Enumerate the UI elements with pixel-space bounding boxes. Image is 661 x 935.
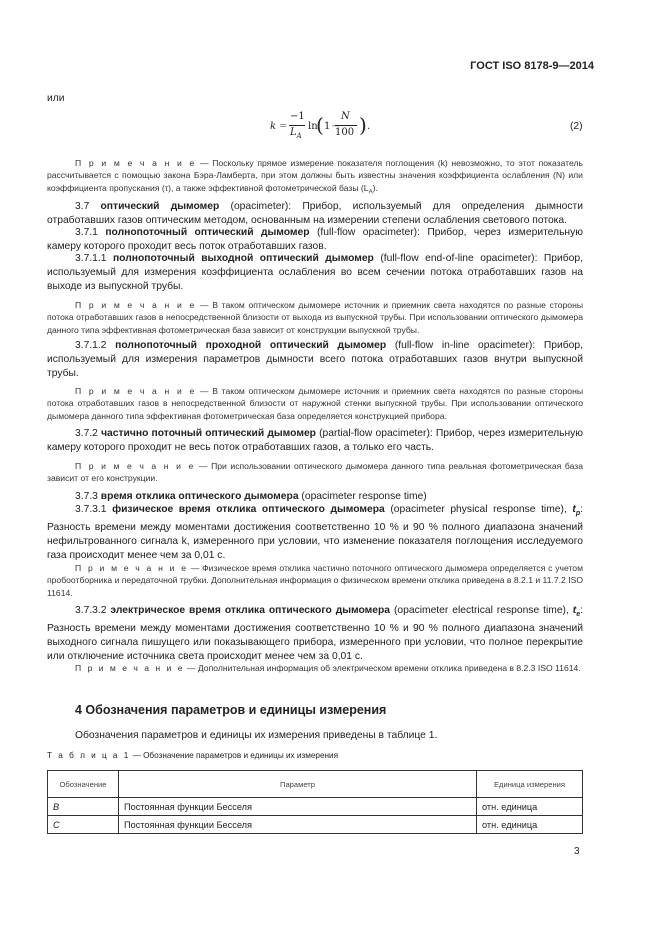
note-6: П р и м е ч а н и е — Дополнительная информация об электрическом времени отклика приведена в 8.2.3 ISO 11614.: [75, 663, 581, 673]
header-designation: Обозначение: [48, 771, 119, 798]
formula-fraction-bar-2: [335, 125, 357, 126]
formula-minus: −: [331, 121, 340, 132]
table-header-row: [48, 771, 583, 798]
note-2: П р и м е ч а н и е — В таком оптическом дымомере источник и приемник света находятся по разные стороны потока отработавших газов в непосредственной близости от выхода из выпускной трубы. При использовании оптического дымомера данного типа эффективная фотометрическая база зависит от конструкции выпускной трубы.: [47, 300, 583, 335]
page-number: 3: [574, 846, 580, 857]
section-3-7-1: 3.7.1 полнопоточный оптический дымомер (full-flow opacimeter): Прибор, через измерительную камеру которого проходит весь поток отработавших газов.: [47, 227, 583, 252]
formula-one: 1: [324, 121, 331, 132]
formula-paren-open: (: [316, 113, 324, 137]
section-3-7: 3.7 оптический дымомер (opacimeter): Прибор, используемый для определения дымности отработавших газов оптическим методом, основанным на измерении степени ослабления светового потока.: [47, 201, 583, 226]
header-parameter: Параметр: [119, 771, 477, 798]
section-3-7-1-1: 3.7.1.1 полнопоточный выходной оптический дымомер (full-flow end-of-line opacimeter): Прибор, используемый для измерения коэффициента ослабления во всем сечении потока отработавших газов на выходе из выпускной трубы.: [47, 253, 583, 292]
cell-parameter: Постоянная функции Бесселя: [119, 816, 477, 834]
formula-paren-close: ): [359, 113, 367, 137]
document-header: ГОСТ ISO 8178-9—2014: [470, 60, 594, 72]
formula-N: N: [341, 111, 350, 122]
note-3: П р и м е ч а н и е — В таком оптическом дымомере источник и приемник света находятся по разные стороны потока отработавших газов в непосредственной близости от наружной стенки выпускной трубы. При использовании оптического дымомера данного типа эффективная фотометрическая база определяется конструкцией прибора.: [47, 386, 583, 421]
note-5: П р и м е ч а н и е — Физическое время отклика частично поточного оптического дымомера определяется с учетом пробоотборника и передаточной трубки. Дополнительная информация о физическом времени отклика приведена в 8.2.1 и 11.7.2 ISO 11614.: [47, 563, 584, 598]
table-row: [48, 798, 583, 816]
formula-eq: =: [279, 121, 288, 132]
formula-100: 100: [335, 127, 355, 138]
formula-LA: $L_A$: [290, 127, 302, 140]
section-3-7-3: 3.7.3 время отклика оптического дымомера (opacimeter response time): [75, 491, 427, 502]
cell-parameter: Постоянная функции Бесселя: [119, 798, 477, 816]
section-4-text: Обозначения параметров и единицы их измерения приведены в таблице 1.: [75, 730, 438, 741]
section-4-heading: 4 Обозначения параметров и единицы измерения: [75, 703, 387, 717]
cell-unit: отн. единица: [477, 798, 583, 816]
cell-unit: отн. единица: [477, 816, 583, 834]
formula-k: k: [270, 121, 277, 132]
header-unit: Единица измерения: [477, 771, 583, 798]
formula-minus-one: −1: [290, 111, 305, 122]
parameters-table: [47, 770, 583, 834]
formula-ln: ln: [308, 121, 318, 132]
note-1: П р и м е ч а н и е — Поскольку прямое измерение показателя поглощения (k) невозможно, то этот показатель рассчитывается с помощью закона Бэра-Ламберта, при этом должны быть известны значения коэффициента ослабления (N) или коэффициента пропускания (τ), а также эффективной фотометрической базы $(L_A)$.: [47, 158, 583, 196]
section-3-7-3-2: 3.7.3.2 электрическое время отклика оптического дымомера (opacimeter electrical response time), $t_e$: Разность времени между моментами достижения соответственно 10 % и 90 % полного диапазона значений выходного сигнала пишущего или показывающего прибора, измеренного при условии, что полное перекрытие или отключение источника света происходит менее чем за 0,01 с.: [47, 605, 583, 663]
cell-symbol: C: [48, 816, 119, 834]
formula-period: .: [367, 121, 371, 132]
formula-fraction-bar: [289, 125, 305, 126]
or-word: или: [47, 93, 65, 104]
section-3-7-1-2: 3.7.1.2 полнопоточный проходной оптический дымомер (full-flow in-line opacimeter): Прибор, используемый для измерения параметров дымности всего потока отработавших газов внутри выпускной трубы.: [47, 340, 583, 379]
note-4: П р и м е ч а н и е — При использовании оптического дымомера данного типа реальная фотометрическая база зависит от его конструкции.: [47, 461, 584, 484]
cell-symbol: B: [48, 798, 119, 816]
table-caption: Т а б л и ц а 1 — Обозначение параметров и единицы их измерения: [47, 751, 339, 760]
formula-number: (2): [570, 121, 583, 132]
section-3-7-3-1: 3.7.3.1 физическое время отклика оптического дымомера (opacimeter physical response time), $t_p$: Разность времени между моментами достижения соответственно 10 % и 90 % полного диапазона значений нефильтрованного сигнала k, измеренного при условии, что изменение показателя поглощения исследуемого газа происходит менее чем за 0,01 с.: [47, 504, 583, 562]
formula-2: [270, 110, 390, 144]
section-3-7-2: 3.7.2 частично поточный оптический дымомер (partial-flow opacimeter): Прибор, через измерительную камеру которого проходит не весь поток отработавших газов, а только его часть.: [47, 428, 584, 453]
table-row: [48, 816, 583, 834]
